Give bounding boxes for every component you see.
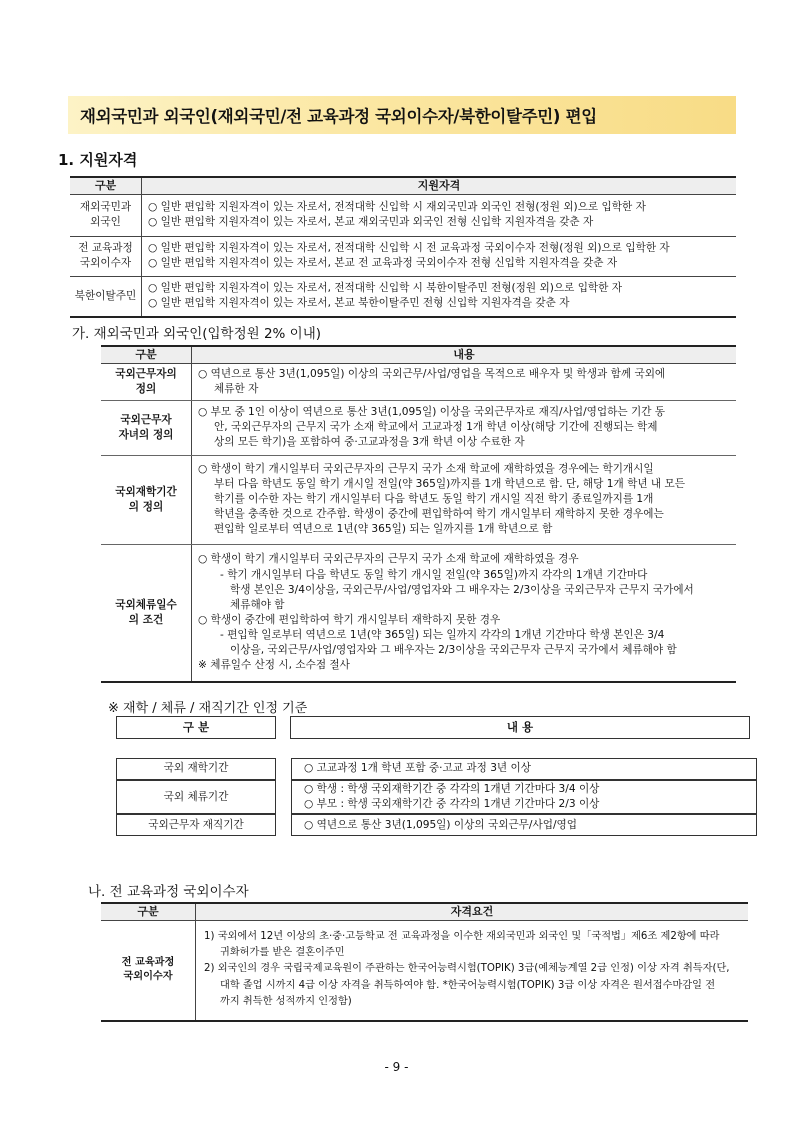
table-row [70, 236, 736, 276]
section-na-heading: 나. 전 교육과정 국외이수자 [88, 884, 249, 900]
criteria-table [116, 758, 757, 836]
header-eligibility: 지원자격 [142, 177, 737, 194]
table-header [101, 346, 736, 363]
header-category: 구분 [101, 903, 196, 920]
row-label: 전 교육과정 국외이수자 [101, 920, 196, 1021]
row-label: 국외근무자 자녀의 정의 [101, 400, 192, 455]
row-content: ○ 학생이 학기 개시일부터 국외근무자의 근무지 국가 소재 학교에 재학하였을 경우에는 학기개시일 부터 다음 학년도 동일 학기 개시일 전일(약 365일)까지를 1개 학년으로 함. 단, 해당 1개 학년 내 모든 학기를 이수한 자는 학기 개시일부터 다음 학년도 동일 학기 개시일 직전 학기 종료일까지를 1개 학년을 충족한 것으로 간주함. 학생이 중간에 편입학하여 학기 개시일부터 재학하지 못한 경우에는 편입학 일로부터 역년으로 1년(약 365일) 되는 일까지를 1개 학년으로 함 [192, 455, 737, 544]
row-content: ○ 학생 : 학생 국외재학기간 중 각각의 1개년 기간마다 3/4 이상 ○ 부모 : 학생 국외재학기간 중 각각의 1개년 기간마다 2/3 이상 [291, 780, 757, 814]
header-category: 구분 [70, 177, 142, 194]
criteria-header-content: 내 용 [290, 716, 750, 739]
section-1-heading: 1. 지원자격 [58, 151, 138, 169]
row-label: 국외근무자의 정의 [101, 363, 192, 400]
table-header [101, 903, 748, 920]
row-label: 국외체류일수 의 조건 [101, 544, 192, 682]
table-row [70, 276, 736, 317]
table-row [101, 400, 736, 455]
row-content: ○ 일반 편입학 지원자격이 있는 자로서, 전적대학 신입학 시 북한이탈주민 전형(정원 외)으로 입학한 자 ○ 일반 편입학 지원자격이 있는 자로서, 본교 북한이탈주민 전형 신입학 지원자격을 갖춘 자 [142, 276, 737, 317]
page-number: - 9 - [384, 1060, 409, 1074]
table-row [116, 814, 757, 836]
section-ga-heading: 가. 재외국민과 외국인(입학정원 2% 이내) [72, 326, 322, 342]
table-row [101, 455, 736, 544]
row-label: 북한이탈주민 [70, 276, 142, 317]
criteria-heading: ※ 재학 / 체류 / 재직기간 인정 기준 [108, 701, 308, 716]
row-label: 재외국민과 외국인 [70, 194, 142, 236]
definitions-table [101, 345, 736, 683]
table-row [101, 363, 736, 400]
row-content: ○ 일반 편입학 지원자격이 있는 자로서, 전적대학 신입학 시 전 교육과정 국외이수자 전형(정원 외)으로 입학한 자 ○ 일반 편입학 지원자격이 있는 자로서, 본교 전 교육과정 국외이수자 전형 신입학 지원자격을 갖춘 자 [142, 236, 737, 276]
row-content: ○ 고교과정 1개 학년 포함 중·고교 과정 3년 이상 [291, 758, 757, 780]
row-label: 전 교육과정 국외이수자 [70, 236, 142, 276]
row-content: ○ 부모 중 1인 이상이 역년으로 통산 3년(1,095일) 이상을 국외근무자로 재직/사업/영업하는 기간 동 안, 국외근무자의 근무지 국가 소재 학교에서 고교과정 1개 학년 이상(해당 기간에 진행되는 학제 상의 모든 학기)을 포함하여 중·고교과정을 3개 학년 이상 수료한 자 [192, 400, 737, 455]
row-content: ○ 역년으로 통산 3년(1,095일) 이상의 국외근무/사업/영업 [291, 814, 757, 836]
table-row [116, 780, 757, 814]
header-content: 내용 [192, 346, 737, 363]
table-header [70, 177, 736, 194]
row-label: 국외근무자 재직기간 [116, 814, 276, 836]
header-requirements: 자격요건 [196, 903, 749, 920]
table-row [70, 194, 736, 236]
eligibility-table [70, 176, 736, 318]
criteria-header-category: 구 분 [116, 716, 276, 739]
row-content: ○ 역년으로 통산 3년(1,095일) 이상의 국외근무/사업/영업을 목적으로 배우자 및 학생과 함께 국외에 체류한 자 [192, 363, 737, 400]
table-row [101, 920, 748, 1021]
row-content: ○ 학생이 학기 개시일부터 국외근무자의 근무지 국가 소재 학교에 재학하였을 경우 - 학기 개시일부터 다음 학년도 동일 학기 개시일 전일(약 365일)까지 각각의 1개년 기간마다 학생 본인은 3/4이상을, 국외근무/사업/영업자와 그 배우자는 2/3이상을 국외근무자 근무지 국가에서 체류해야 함 ○ 학생이 중간에 편입학하여 학기 개시일부터 재학하지 못한 경우 - 편입학 일로부터 역년으로 1년(약 365일) 되는 일까지 각각의 1개년 기간마다 학생 본인은 3/4 이상을, 국외근무/사업/영업자와 그 배우자는 2/3이상을 국외근무자 근무지 국가에서 체류해야 함 ※ 체류일수 산정 시, 소수점 절사 [192, 544, 737, 682]
header-category: 구분 [101, 346, 192, 363]
row-label: 국외 재학기간 [116, 758, 276, 780]
table-row [116, 758, 757, 780]
overseas-curriculum-table [101, 902, 748, 1022]
row-label: 국외 체류기간 [116, 780, 276, 814]
row-content: ○ 일반 편입학 지원자격이 있는 자로서, 전적대학 신입학 시 재외국민과 외국인 전형(정원 외)으로 입학한 자 ○ 일반 편입학 지원자격이 있는 자로서, 본교 재외국민과 외국인 전형 신입학 지원자격을 갖춘 자 [142, 194, 737, 236]
row-content: 1) 국외에서 12년 이상의 초·중·고등학교 전 교육과정을 이수한 재외국민과 외국인 및「국적법」제6조 제2항에 따라 귀화허가를 받은 결혼이주민 2) 외국인의 경우 국립국제교육원이 주관하는 한국어능력시험(TOPIK) 3급(예체능계열 2급 인정) 이상 자격 취득자(단, 대학 졸업 시까지 4급 이상 자격을 취득하여야 함. *한국어능력시험(TOPIK) 3급 이상 자격은 원서접수마감일 전 까지 취득한 성적까지 인정함) [204, 930, 730, 1007]
row-label: 국외재학기간 의 정의 [101, 455, 192, 544]
table-row [101, 544, 736, 682]
document-title: 재외국민과 외국인(재외국민/전 교육과정 국외이수자/북한이탈주민) 편입 [68, 96, 736, 134]
